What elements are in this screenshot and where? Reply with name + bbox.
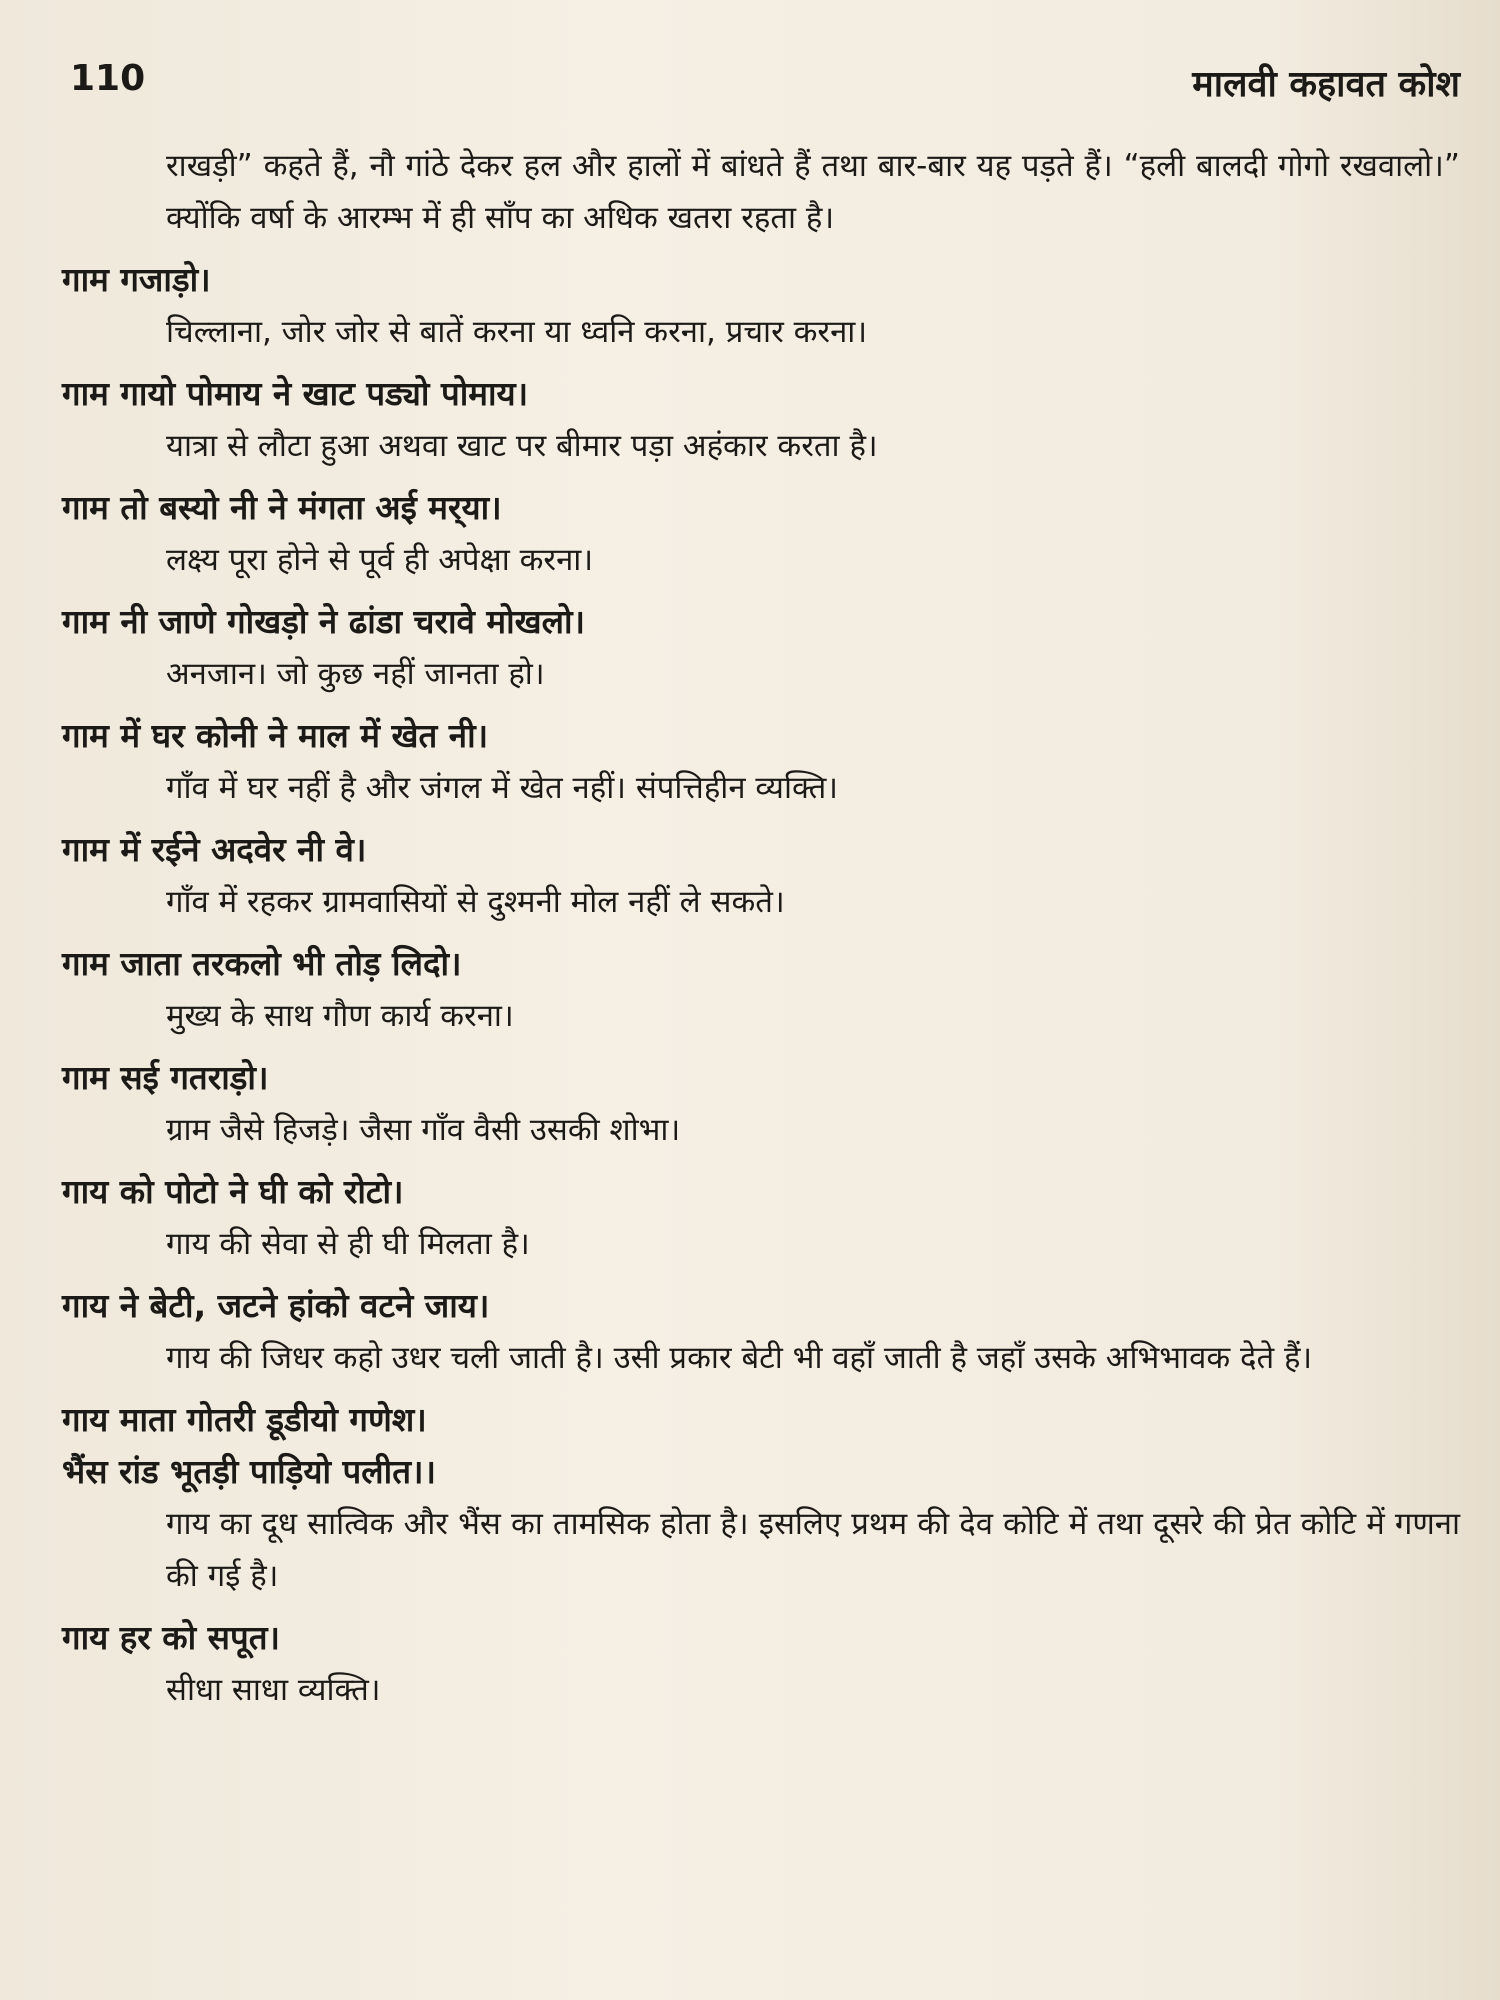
page-header — [70, 58, 1460, 118]
running-title: मालवी कहावत कोश — [1192, 64, 1460, 105]
proverb-entry — [62, 1052, 1460, 1156]
proverb-meaning: लक्ष्य पूरा होने से पूर्व ही अपेक्षा करना। — [166, 542, 594, 578]
proverb-headword: गाम में घर कोनी ने माल में खेत नी। — [62, 716, 489, 755]
proverb-meaning: यात्रा से लौटा हुआ अथवा खाट पर बीमार पड़ा अहंकार करता है। — [166, 428, 878, 464]
proverb-entry — [62, 1280, 1460, 1384]
proverb-meaning: अनजान। जो कुछ नहीं जानता हो। — [166, 656, 545, 692]
proverb-entry — [62, 1166, 1460, 1270]
proverb-headword: गाम सई गतराड़ो। — [62, 1058, 269, 1097]
proverb-entry — [62, 368, 1460, 472]
proverb-entry — [62, 596, 1460, 700]
proverb-meaning: गाँव में घर नहीं है और जंगल में खेत नहीं। संपत्तिहीन व्यक्ति। — [166, 770, 839, 806]
proverb-entry — [62, 938, 1460, 1042]
proverb-headword: गाम गायो पोमाय ने खाट पड्यो पोमाय। — [62, 374, 529, 413]
proverb-meaning: गाय का दूध सात्विक और भैंस का तामसिक होता है। इसलिए प्रथम की देव कोटि में तथा दूसरे की प्रेत कोटि में गणना की गई है। — [166, 1506, 1460, 1594]
proverb-meaning: सीधा साधा व्यक्ति। — [166, 1672, 381, 1708]
page-body — [62, 140, 1460, 1716]
proverb-entry — [62, 254, 1460, 358]
proverb-headword: गाय को पोटो ने घी को रोटो। — [62, 1172, 404, 1211]
proverb-entry — [62, 1612, 1460, 1716]
proverb-headword: भैंस रांड भूतड़ी पाड़ियो पलीत।। — [62, 1452, 437, 1491]
proverb-meaning: चिल्लाना, जोर जोर से बातें करना या ध्वनि करना, प्रचार करना। — [166, 314, 868, 350]
proverb-entry — [62, 824, 1460, 928]
page-number: 110 — [70, 58, 146, 99]
proverb-meaning: गाय की सेवा से ही घी मिलता है। — [166, 1226, 530, 1262]
proverb-meaning: गाँव में रहकर ग्रामवासियों से दुश्मनी मोल नहीं ले सकते। — [166, 884, 785, 920]
proverb-headword: गाम में रईने अदवेर नी वे। — [62, 830, 367, 869]
proverb-meaning: मुख्य के साथ गौण कार्य करना। — [166, 998, 514, 1034]
proverb-headword: गाम नी जाणे गोखड़ो ने ढांडा चरावे मोखलो। — [62, 602, 586, 641]
proverb-headword: गाम तो बस्यो नी ने मंगता अई मर्‌या। — [62, 488, 502, 527]
proverb-headword: गाय ने बेटी, जटने हांको वटने जाय। — [62, 1286, 490, 1325]
proverb-meaning: गाय की जिधर कहो उधर चली जाती है। उसी प्रकार बेटी भी वहाँ जाती है जहाँ उसके अभिभावक देते हैं। — [166, 1340, 1313, 1376]
proverb-entry — [62, 482, 1460, 586]
continuation-text: राखड़ी” कहते हैं, नौ गांठे देकर हल और हालों में बांधते हैं तथा बार-बार यह पड़ते हैं। “हली बालदी गोगो रखवालो।” क्योंकि वर्षा के आरम्भ में ही साँप का अधिक खतरा रहता है। — [166, 148, 1460, 236]
proverb-headword: गाम जाता तरकलो भी तोड़ लिदो। — [62, 944, 462, 983]
proverb-entry — [62, 1394, 1460, 1602]
proverb-entry — [62, 710, 1460, 814]
proverb-meaning: ग्राम जैसे हिजड़े। जैसा गाँव वैसी उसकी शोभा। — [166, 1112, 681, 1148]
proverb-headword: गाय हर को सपूत। — [62, 1618, 281, 1657]
proverb-headword: गाय माता गोतरी डूडीयो गणेश। — [62, 1400, 427, 1439]
proverb-headword: गाम गजाड़ो। — [62, 260, 211, 299]
